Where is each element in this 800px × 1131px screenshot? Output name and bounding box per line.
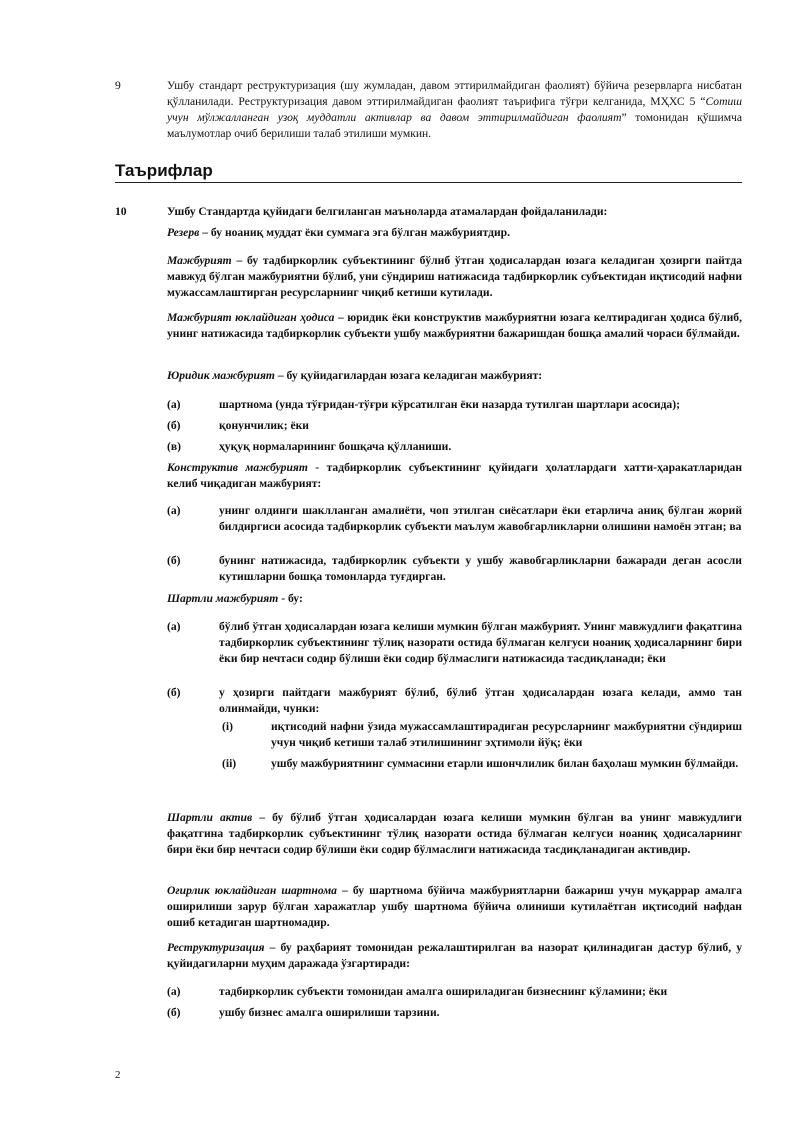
definition-contingent-asset: Шартли актив – бу бўлиб ўтган ҳодисалардан юзага келиши мумкин бўлган ва унинг мавжудлиги фақатгина тадбиркорлик субъектининг тўлиқ назорати остида бўлмаган келгуси ноаниқ ҳодисаларнинг бири ёки бир нечтаси содир бўлиши ёки содир бўлмаслиги натижасида тасдиқланадиган активдир. <box>167 811 742 856</box>
paragraph-text: Ушбу стандарт реструктуризация (шу жумладан, давом эттирилмайдиган фаолият) бўйича резервларга нисбатан қўлланилади. Реструктуризация давом эттирилмайдиган фаолият таърифига тўғри келганида, МҲХС 5 “Сотиш учун мўлжалланган узоқ муддатли активлар ва давом эттирилмайдиган фаолият” томонидан қўшимча маълумотлар очиб берилиши талаб этилиши мумкин. <box>167 79 743 140</box>
heading-text: Таърифлар <box>115 161 213 180</box>
paragraph-number: 9 <box>115 79 121 92</box>
section-heading <box>115 160 742 183</box>
definition-liability: Мажбурият – бу тадбиркорлик субъектининг бўлиб ўтган ҳодисалардан юзага келадиган ҳозирги пайтда мавжуд бўлган мажбуриятни бўлиб, уни сўндириш натижасида тадбиркорлик субъектидан иқтисодий нафни мужассамлаштирган ресурсларнинг чиқиб кетиши кутилади. <box>167 254 742 299</box>
definition-obligating-event: Мажбурият юклайдиган ҳодиса – юридик ёки конструктив мажбуриятни юзага келтирадиган ҳодиса бўлиб, унинг натижасида тадбиркорлик субъекти ушбу мажбуриятни бажаришдан бошқа амалий чораси бўлмайди. <box>167 311 742 340</box>
definition-constructive-obligation: Конструктив мажбурият - тадбиркорлик субъектининг қуйидаги ҳолатлардаги хатти-ҳаракатларидан келиб чиқадиган мажбурият: <box>167 461 742 490</box>
definition-legal-obligation: Юридик мажбурият – бу қуйидагилардан юзага келадиган мажбурият: <box>167 369 543 382</box>
page-number: 2 <box>115 1069 121 1081</box>
definition-onerous-contract: Оғирлик юклайдиган шартнома – бу шартнома бўйича мажбуриятларни бажариш учун муқаррар амалга оширилиши зарур бўлган харажатлар ушбу шартнома бўйича олиниши кутилаётган иқтисодий нафдан ошиб кетадиган шартномадир. <box>167 884 742 929</box>
paragraph-number: 10 <box>115 205 127 218</box>
definition-reserve: Резерв – бу ноаниқ муддат ёки суммага эга бўлган мажбуриятдир. <box>167 226 511 239</box>
definitions-intro: Ушбу Стандартда қуйидаги белгиланган маъноларда атамалардан фойдаланилади: <box>167 205 608 218</box>
document-page: 9 Ушбу стандарт реструктуризация (шу жумладан, давом эттирилмайдиган фаолият) бўйича резервларга нисбатан қўлланилади. Реструктуризация давом эттирилмайдиган фаолият таърифига тўғри келганида, МҲХС 5 “Сотиш учун мўлжалланган узоқ муддатли активлар ва давом эттирилмайдиган фаолият” томонидан қўшимча маълумотлар очиб берилиши талаб этилиши мумкин. Таърифлар 10 Ушбу Стандартда қуйидаги белгиланган маъноларда атамалардан фойдаланилади: Резерв – бу ноаниқ муддат ёки суммага эга бўлган мажбуриятдир. Мажбурият – бу тадбиркорлик субъектининг бўлиб ўтган ҳодисалардан юзага келадиган ҳозирги пайтда мавжуд бўлган мажбуриятни бўлиб, уни сўндириш натижасида тадбиркорлик субъектидан иқтисодий нафни мужассамлаштирган ресурсларнинг чиқиб кетиши кутилади. Мажбурият юклайдиган ҳодиса – юридик ёки конструктив мажбуриятни юзага келтирадиган ҳодиса бўлиб, унинг натижасида тадбиркорлик субъекти ушбу мажбуриятни бажаришдан бошқа амалий чораси бўлмайди. Юридик мажбурият – бу қуйидагилардан юзага келадиган мажбурият: (а) шартнома (унда тўғридан-тўғри кўрсатилган ёки назарда тутилган шартлари асосида); (б) қонунчилик; ёки (в) ҳуқуқ нормаларининг бошқача қўлланиши. Конструктив мажбурият - тадбиркорлик субъектининг қуйидаги ҳолатлардаги хатти-ҳаракатларидан келиб чиқадиган мажбурият: (а) унинг олдинги шаклланган амалиёти, чоп этилган сиёсатлари ёки етарлича аниқ бўлган жорий билдиргиси асосида тадбиркорлик субъекти маълум жавобгарликларни олишини намоён этган; ва (б) бунинг натижасида, тадбиркорлик субъекти у ушбу жавобгарликларни бажаради деган асосли кутишларни бошқа томонларда туғдирган. Шартли мажбурият - бу: (а) бўлиб ўтган ҳодисалардан юзага келиши мумкин бўлган мажбурият. Унинг мавжудлиги фақатгина тадбиркорлик субъектининг тўлиқ назорати остида бўлмаган келгуси ноаниқ ҳодисаларнинг бири ёки бир нечтаси содир бўлиши ёки содир бўлмаслиги натижасида тасдиқланади; ёки (б) у ҳозирги пайтдаги мажбурият бўлиб, бўлиб ўтган ҳодисалардан юзага келади, аммо тан олинмайди, чунки: (i) иқтисодий нафни ўзида мужассамлаштирадиган ресурсларнинг мажбуриятни сўндириш учун чиқиб кетиши талаб этилишининг эҳтимоли йўқ; ёки (ii) ушбу мажбуриятнинг суммасини етарли ишончлилик билан баҳолаш мумкин бўлмайди. Шартли актив – бу бўлиб ўтган ҳодисалардан юзага келиши мумкин бўлган ва унинг мавжудлиги фақатгина тадбиркорлик субъектининг тўлиқ назорати остида бўлмаган келгуси ноаниқ ҳодисаларнинг бири ёки бир нечтаси содир бўлиши ёки содир бўлмаслиги натижасида тасдиқланадиган активдир. Оғирлик юклайдиган шартнома – бу шартнома бўйича мажбуриятларни бажариш учун муқаррар амалга оширилиши зарур бўлган харажатлар ушбу шартнома бўйича олиниши кутилаётган иқтисодий нафдан ошиб кетадиган шартномадир. Реструктуризация – бу раҳбарият томонидан режалаштирилган ва назорат қилинадиган дастур бўлиб, у қуйидагиларни муҳим даражада ўзгартиради: (а) тадбиркорлик субъекти томонидан амалга ошириладиган бизнеснинг кўламини; ёки (б) ушбу бизнес амалга оширилиши тарзини. 2 <box>115 79 743 1081</box>
definition-restructuring: Реструктуризация – бу раҳбарият томонидан режалаштирилган ва назорат қилинадиган дастур бўлиб, у қуйидагиларни муҳим даражада ўзгартиради: <box>167 941 742 970</box>
definition-contingent-liability: Шартли мажбурият - бу: <box>167 592 303 605</box>
